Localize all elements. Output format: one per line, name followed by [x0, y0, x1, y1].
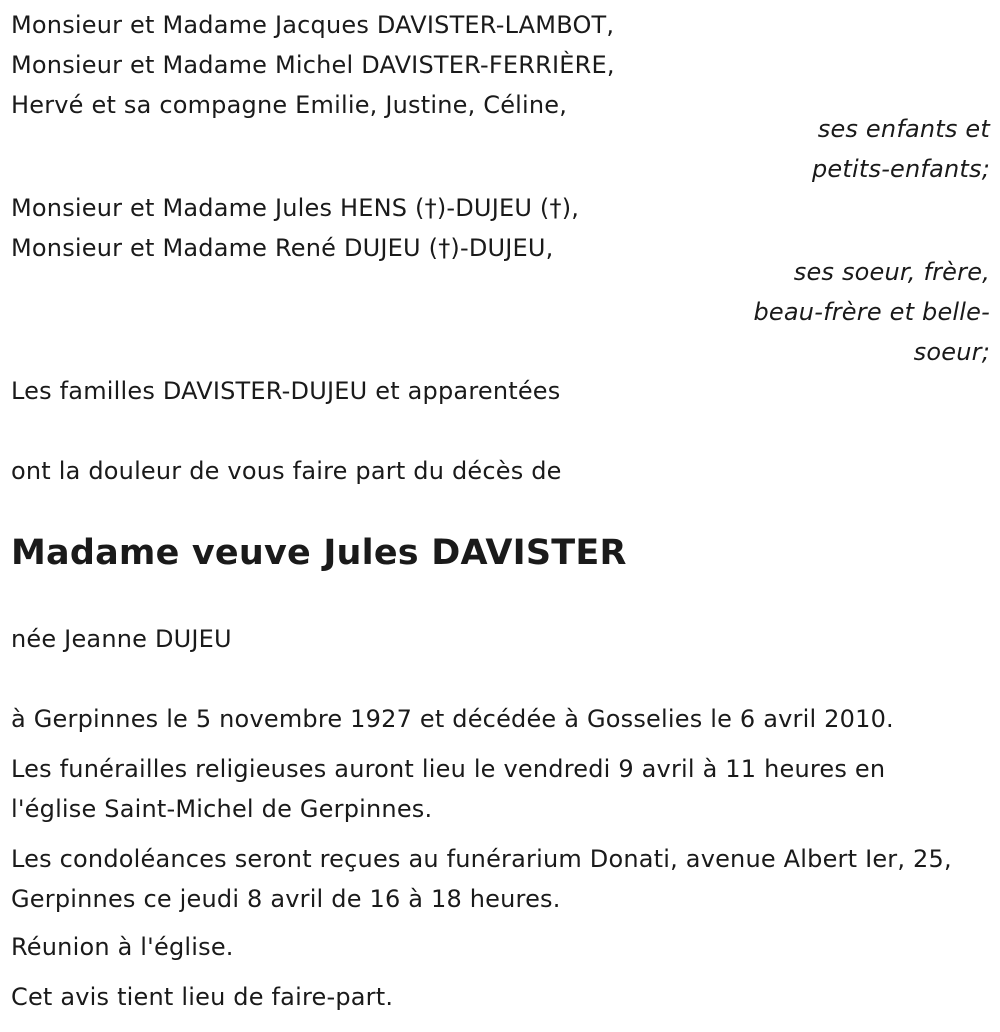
children-line-2: Monsieur et Madame Michel DAVISTER-FERRIÈRE,	[11, 51, 615, 79]
condolences-paragraph: Les condoléances seront reçues au funérarium Donati, avenue Albert Ier, 25, Gerpinnes ce jeudi 8 avril de 16 à 18 heures.	[11, 845, 952, 913]
meeting-line: Réunion à l'église.	[11, 933, 234, 961]
sibling-line-2: Monsieur et Madame René DUJEU (†)-DUJEU,	[11, 234, 554, 262]
announcement-line: ont la douleur de vous faire part du décès de	[11, 457, 562, 485]
sibling-line-1: Monsieur et Madame Jules HENS (†)-DUJEU (†),	[11, 194, 580, 222]
children-role-line-2: petits-enfants;	[812, 155, 990, 183]
maiden-name: née Jeanne DUJEU	[11, 625, 232, 653]
notice-line: Cet avis tient lieu de faire-part.	[11, 983, 394, 1011]
children-line-1: Monsieur et Madame Jacques DAVISTER-LAMBOT,	[11, 11, 615, 39]
siblings-role-line-3: soeur;	[913, 338, 990, 366]
deceased-name: Madame veuve Jules DAVISTER	[11, 533, 627, 573]
children-line-3: Hervé et sa compagne Emilie, Justine, Céline,	[11, 91, 568, 119]
birth-death-line: à Gerpinnes le 5 novembre 1927 et décédée à Gosselies le 6 avril 2010.	[11, 705, 894, 733]
families-line: Les familles DAVISTER-DUJEU et apparentées	[11, 377, 561, 405]
siblings-role-line-1: ses soeur, frère,	[793, 258, 990, 286]
siblings-role-line-2: beau-frère et belle-	[753, 298, 990, 326]
funeral-paragraph: Les funérailles religieuses auront lieu le vendredi 9 avril à 11 heures en l'église Saint-Michel de Gerpinnes.	[11, 755, 886, 823]
children-role-line-1: ses enfants et	[817, 115, 990, 143]
